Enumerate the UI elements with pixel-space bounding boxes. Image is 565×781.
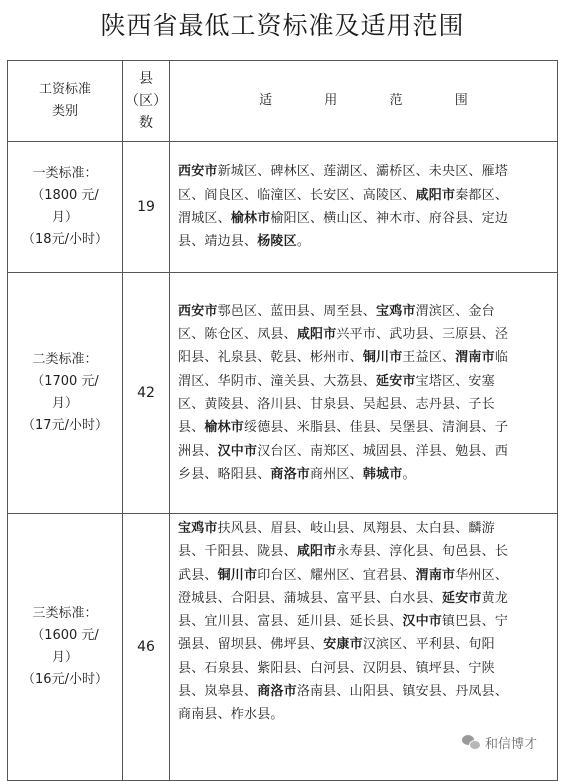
- scope-line: [178, 633, 549, 656]
- header-category-line: 工资标准: [38, 82, 91, 97]
- scope-line: [178, 517, 549, 540]
- table-row: [8, 273, 558, 514]
- header-category: [8, 61, 123, 142]
- district-list: 。: [296, 234, 311, 250]
- district-list: 强县、留坝县、佛坪县、: [178, 637, 324, 653]
- district-list: 商州区、: [310, 466, 363, 482]
- scope-line: [178, 587, 549, 610]
- category-line: （17元/小时）: [22, 418, 108, 433]
- scope-line: [178, 703, 549, 726]
- city-name: 韩城市: [362, 466, 403, 482]
- table-header-row: [8, 61, 558, 142]
- wage-table: [7, 60, 558, 781]
- district-list: 印台区、耀州区、宜君县、: [257, 567, 416, 583]
- district-list: 县、靖边县、: [178, 234, 258, 250]
- page-title: 陕西省最低工资标准及适用范围: [100, 11, 465, 40]
- scope-line: [178, 230, 549, 253]
- city-name: 铜川市: [217, 567, 258, 583]
- district-list: 渭滨区、金台: [415, 303, 495, 319]
- city-name: 汉中市: [402, 614, 443, 630]
- header-count-line: （区）: [125, 93, 167, 109]
- city-name: 渭南市: [415, 567, 456, 583]
- city-name: 延安市: [442, 590, 482, 606]
- district-list: 黄龙: [481, 590, 509, 606]
- district-list: 榆阳区、横山区、神木市、府谷县、定边: [270, 211, 509, 226]
- category-line: （1800 元/: [31, 188, 99, 203]
- scope-cell: [170, 142, 558, 273]
- district-list: 区、陈仓区、凤县、: [178, 327, 297, 343]
- scope-line: [178, 393, 549, 416]
- city-name: 咸阳市: [415, 187, 456, 203]
- category-line: （1600 元/: [31, 628, 99, 643]
- city-name: 安康市: [323, 637, 363, 653]
- district-list: 华州区、: [455, 567, 509, 583]
- scope-line: [178, 207, 549, 230]
- scope-line: [178, 184, 549, 207]
- district-list: 镇巴县、宁: [442, 614, 509, 630]
- header-scope: [170, 61, 558, 142]
- scope-line: [178, 440, 549, 463]
- district-list: 秦都区、: [455, 187, 509, 203]
- city-name: 宝鸡市: [178, 521, 218, 536]
- district-list: 武县、: [178, 567, 218, 583]
- header-scope-char: 围: [454, 93, 468, 109]
- scope-cell: [170, 273, 558, 514]
- scope-line: [178, 540, 549, 563]
- category-line: （1700 元/: [31, 374, 99, 389]
- district-list: 洛南县、山阳县、镇安县、丹凤县、: [296, 684, 509, 700]
- city-name: 咸阳市: [296, 327, 337, 343]
- header-scope-char: 用: [324, 93, 338, 109]
- city-name: 延安市: [376, 373, 416, 389]
- header-county-count: [123, 61, 170, 142]
- district-list: 阳县、礼泉县、乾县、彬州市、: [178, 350, 363, 366]
- count-cell: 46: [123, 514, 170, 781]
- district-list: 县、: [178, 420, 205, 436]
- table-row: [8, 142, 558, 273]
- city-name: 咸阳市: [296, 544, 337, 560]
- city-name: 商洛市: [270, 466, 311, 482]
- city-name: 杨陵区: [257, 234, 297, 250]
- district-list: 洲县、: [178, 443, 218, 459]
- district-list: 县、宜川县、富县、延川县、延长县、: [178, 614, 403, 630]
- watermark-text: 和信博才: [485, 736, 538, 752]
- district-list: 宝塔区、安塞: [415, 373, 495, 389]
- scope-line: [178, 323, 549, 346]
- district-list: 鄠邑区、蓝田县、周至县、: [217, 303, 377, 319]
- count-cell: 19: [123, 142, 170, 273]
- header-scope-char: 范: [389, 93, 403, 109]
- scope-line: [178, 680, 549, 703]
- city-name: 宝鸡市: [376, 303, 416, 319]
- category-line: 三类标准：: [32, 606, 98, 621]
- district-list: 渭城区、: [178, 211, 231, 226]
- city-name: 西安市: [178, 164, 218, 180]
- district-list: 永寿县、淳化县、旬邑县、长: [336, 544, 509, 560]
- scope-line: [178, 416, 549, 439]
- category-cell: [8, 514, 123, 781]
- header-category-line: 类别: [51, 104, 78, 119]
- district-list: 区、阎良区、临潼区、长安区、高陵区、: [178, 187, 416, 203]
- district-list: 区、黄陵县、洛川县、甘泉县、吴起县、志丹县、子长: [178, 397, 495, 412]
- scope-line: [178, 657, 549, 680]
- category-line: 月）: [51, 210, 78, 225]
- watermark: [458, 731, 541, 753]
- scope-line: [178, 300, 549, 323]
- district-list: 汉台区、南郑区、城固县、洋县、勉县、西: [257, 443, 509, 459]
- wechat-icon: [462, 734, 480, 750]
- category-line: （16元/小时）: [22, 672, 108, 687]
- district-list: 临: [494, 350, 509, 366]
- city-name: 汉中市: [217, 443, 258, 459]
- scope-line: [178, 370, 549, 393]
- district-list: 新城区、碑林区、莲湖区、灞桥区、未央区、雁塔: [217, 164, 509, 180]
- city-name: 榆林市: [204, 420, 245, 436]
- header-count-line: 数: [139, 115, 153, 131]
- scope-line: [178, 564, 549, 587]
- scope-line: [178, 160, 549, 183]
- district-list: 王益区、: [402, 350, 456, 366]
- district-list: 澄城县、合阳县、蒲城县、富平县、白水县、: [178, 590, 443, 606]
- district-list: 县、岚皋县、: [178, 684, 258, 700]
- category-cell: [8, 142, 123, 273]
- city-name: 西安市: [178, 303, 218, 319]
- district-list: 扶风县、眉县、岐山县、凤翔县、太白县、麟游: [217, 521, 495, 536]
- district-list: 。: [402, 466, 416, 482]
- category-cell: [8, 273, 123, 514]
- scope-line: [178, 463, 549, 486]
- category-line: 月）: [51, 650, 78, 665]
- district-list: 乡县、略阳县、: [178, 466, 271, 482]
- category-line: （18元/小时）: [22, 232, 108, 247]
- header-count-line: 县: [139, 71, 153, 87]
- city-name: 商洛市: [257, 684, 297, 700]
- header-scope-char: 适: [259, 93, 273, 109]
- city-name: 铜川市: [362, 350, 403, 366]
- category-line: 月）: [51, 396, 78, 411]
- district-list: 县、千阳县、陇县、: [178, 544, 297, 560]
- district-list: 绥德县、米脂县、佳县、吴堡县、清涧县、子: [244, 420, 509, 436]
- category-line: 二类标准：: [32, 352, 98, 367]
- scope-line: [178, 346, 549, 369]
- district-list: 渭区、华阴市、潼关县、大荔县、: [178, 373, 377, 389]
- count-cell: 42: [123, 273, 170, 514]
- city-name: 榆林市: [230, 211, 271, 226]
- district-list: 商南县、柞水县。: [178, 707, 284, 723]
- district-list: 兴平市、武功县、三原县、泾: [336, 327, 509, 343]
- scope-line: [178, 610, 549, 633]
- city-name: 渭南市: [455, 350, 495, 366]
- district-list: 汉滨区、平利县、旬阳: [362, 637, 495, 653]
- category-line: 一类标准：: [32, 166, 98, 181]
- district-list: 县、石泉县、紫阳县、白河县、汉阴县、镇坪县、宁陕: [178, 660, 495, 676]
